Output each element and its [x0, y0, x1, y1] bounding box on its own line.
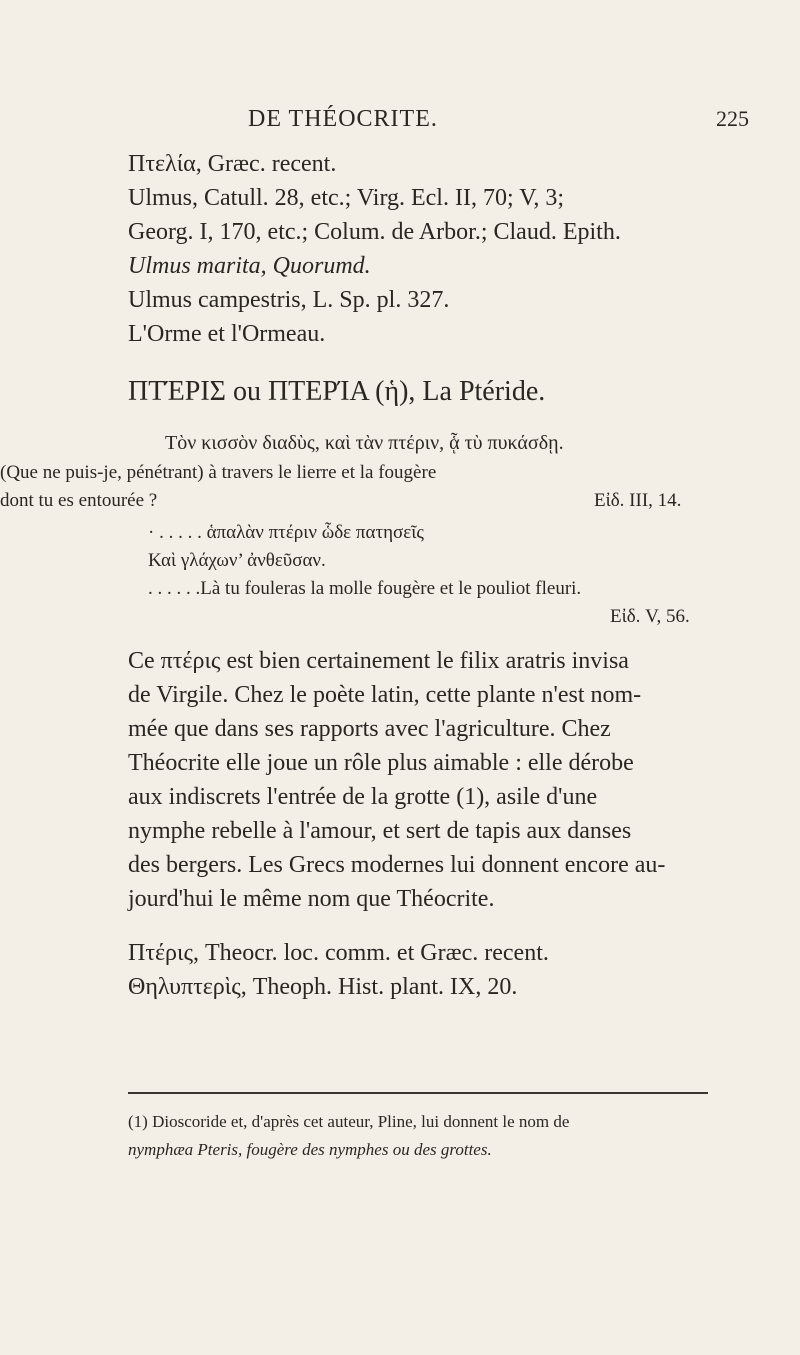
paragraph-line: Ce πτέρις est bien certainement le filix aratris invisa	[128, 648, 629, 674]
footnote-line-2: nymphæa Pteris, fougère des nymphes ou des grottes.	[128, 1140, 492, 1159]
ptelia-line-4: Ulmus marita, Quorumd.	[128, 253, 371, 279]
paragraph-line: de Virgile. Chez le poète latin, cette plante n'est nom-	[128, 682, 642, 708]
ptelia-line-3: Georg. I, 170, etc.; Colum. de Arbor.; Claud. Epith.	[128, 219, 621, 245]
paragraph-line: jourd'hui le même nom que Théocrite.	[128, 886, 495, 912]
quote1-greek: Τὸν κισσὸν διαδὺς, καὶ τὰν πτέριν, ᾇ τὺ πυκάσδῃ.	[165, 432, 564, 454]
quote2-reference: Εἰδ. V, 56.	[610, 606, 690, 627]
quote1-french-1: (Que ne puis-je, pénétrant) à travers le lierre et la fougère	[0, 462, 437, 483]
quote2-french: . . . . . .Là tu fouleras la molle fougère et le pouliot fleuri.	[148, 578, 582, 599]
page-number: 225	[716, 106, 749, 131]
running-header: DE THÉOCRITE.	[248, 106, 438, 132]
quote1-reference: Εἰδ. III, 14.	[594, 490, 682, 511]
paragraph-line: Théocrite elle joue un rôle plus aimable : elle dérobe	[128, 750, 634, 776]
quote2-greek-1: · . . . . . ἁπαλὰν πτέριν ὧδε πατησεῖς	[148, 522, 424, 543]
quote1-french-2: dont tu es entourée ?	[0, 490, 158, 511]
footnote-line-1: (1) Dioscoride et, d'après cet auteur, Pline, lui donnent le nom de	[128, 1112, 570, 1131]
paragraph-line: nymphe rebelle à l'amour, et sert de tapis aux danses	[128, 818, 632, 844]
names-line-2: Θηλυπτερὶς, Theoph. Hist. plant. IX, 20.	[128, 974, 518, 1000]
ptelia-line-2: Ulmus, Catull. 28, etc.; Virg. Ecl. II, 70; V, 3;	[128, 185, 565, 211]
paragraph-line: des bergers. Les Grecs modernes lui donnent encore au-	[128, 852, 666, 878]
footnote-divider	[128, 1092, 708, 1094]
quote2-greek-2: Καὶ γλάχων’ ἀνθεῦσαν.	[148, 550, 326, 571]
paragraph-line: aux indiscrets l'entrée de la grotte (1), asile d'une	[128, 784, 598, 810]
ptelia-line-6: L'Orme et l'Ormeau.	[128, 321, 326, 347]
ptelia-line-5: Ulmus campestris, L. Sp. pl. 327.	[128, 287, 450, 313]
ptelia-line-1: Πτελία, Græc. recent.	[128, 151, 337, 177]
names-line-1: Πτέρις, Theocr. loc. comm. et Græc. recent.	[128, 940, 549, 966]
paragraph-line: mée que dans ses rapports avec l'agriculture. Chez	[128, 716, 611, 742]
pteris-heading: ΠΤΈΡΙΣ ou ΠΤΕΡΊΑ (ἡ), La Ptéride.	[128, 376, 546, 407]
